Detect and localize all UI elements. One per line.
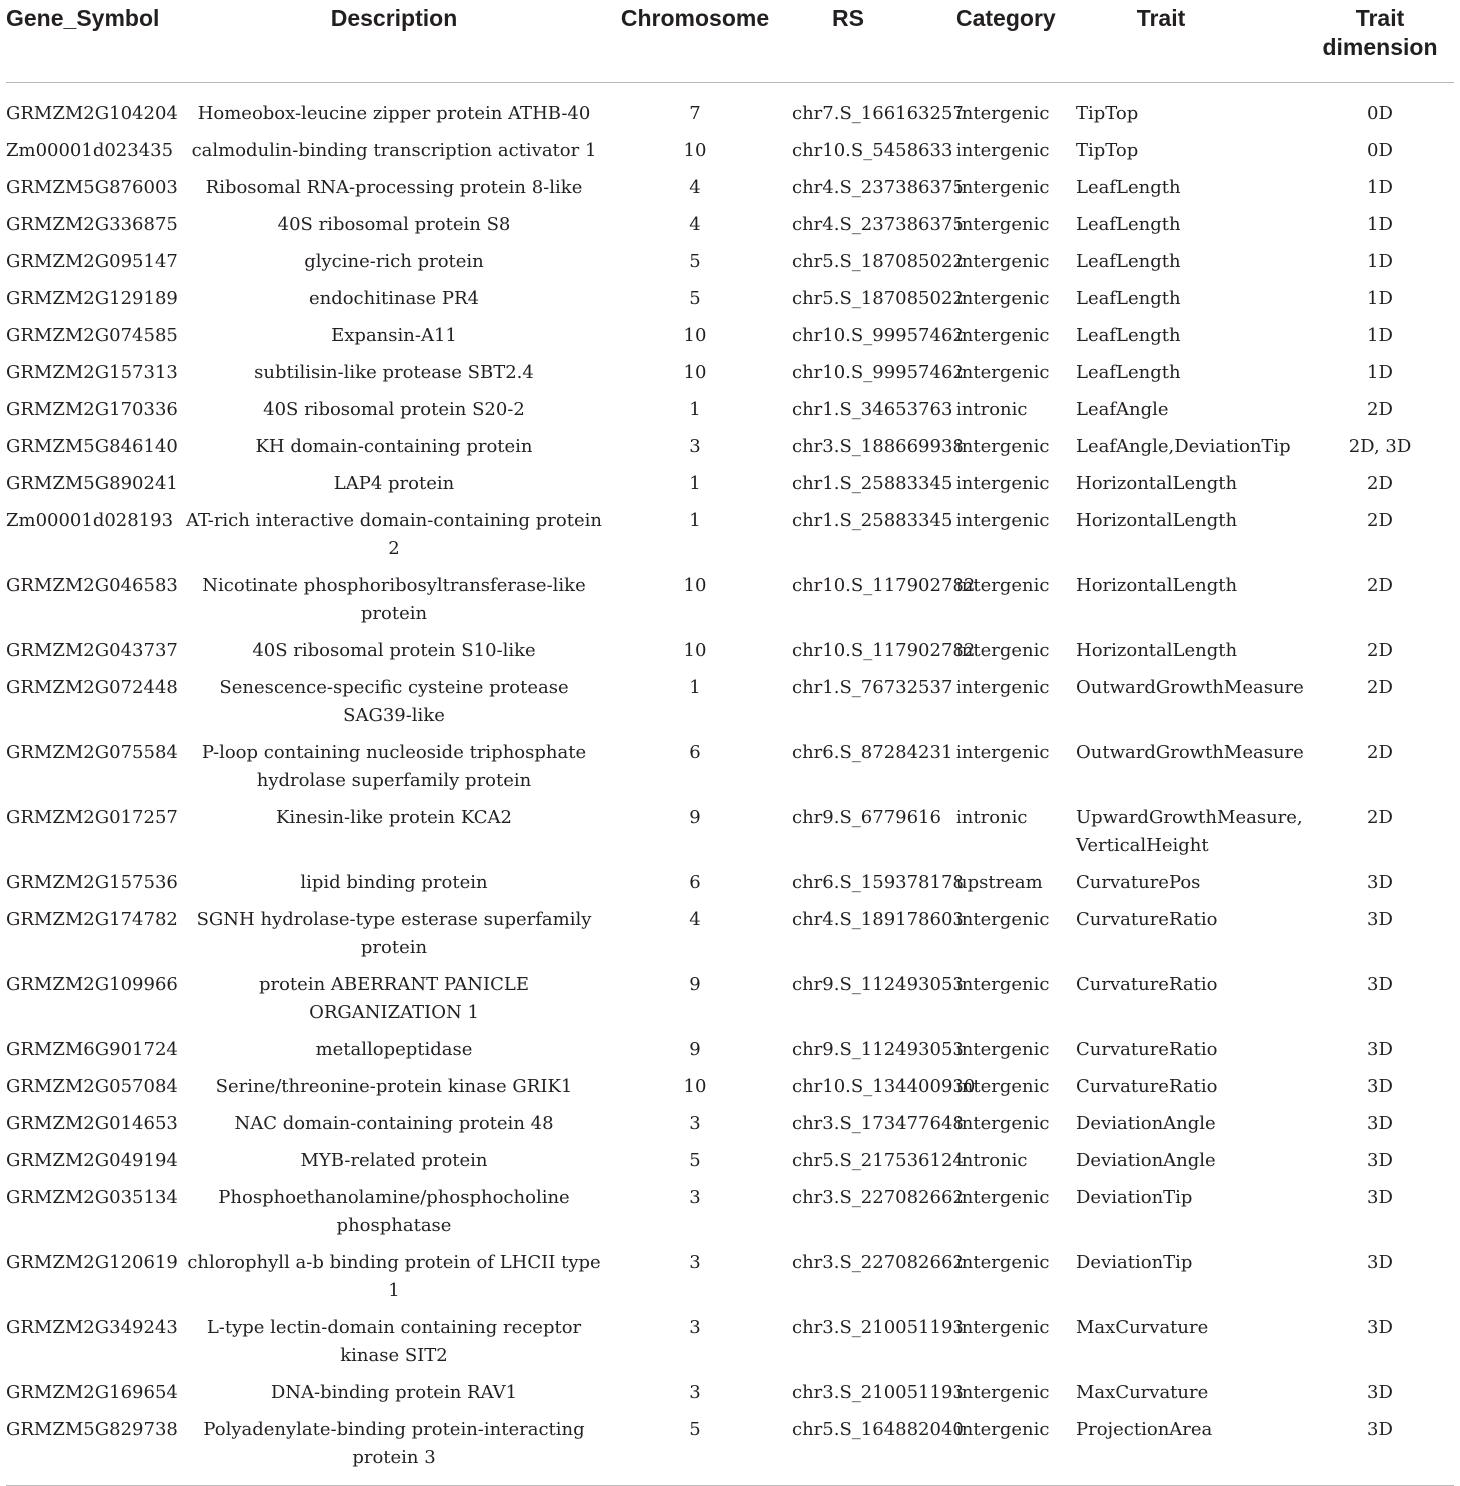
cell-description: lipid binding protein (300, 872, 488, 893)
cell-trait: LeafLength (1076, 325, 1181, 346)
cell-trait-dimension: 3D (1367, 1187, 1393, 1208)
cell-trait-dimension: 2D (1367, 677, 1393, 698)
cell-trait-dimension: 2D (1367, 742, 1393, 763)
cell-chromosome: 9 (689, 1039, 701, 1060)
cell-description: SGNH hydrolase-type esterase superfamily protein (196, 909, 592, 958)
cell-gene-symbol: GRMZM2G072448 (6, 677, 178, 698)
cell-trait: OutwardGrowthMeasure (1076, 677, 1304, 698)
cell-category: intergenic (956, 362, 1050, 383)
cell-gene-symbol: GRMZM6G901724 (6, 1039, 178, 1060)
cell-trait: MaxCurvature (1076, 1317, 1209, 1338)
gene-table (6, 0, 1454, 1486)
cell-category: intergenic (956, 510, 1050, 531)
cell-chromosome: 5 (610, 1416, 780, 1486)
cell-trait-dimension: 1D (1367, 362, 1393, 383)
cell-description: calmodulin-binding transcription activator 1 (191, 140, 597, 161)
cell-chromosome: 5 (689, 288, 701, 309)
cell-description: protein ABERRANT PANICLE ORGANIZATION 1 (258, 974, 530, 1023)
cell-category: intergenic (956, 974, 1050, 995)
cell-rs: chr3.S_210051193 (792, 1317, 964, 1338)
cell-description: Expansin-A11 (331, 325, 457, 346)
cell-category: intergenic (956, 909, 1050, 930)
cell-gene-symbol: GRMZM2G095147 (6, 251, 178, 272)
cell-category: intergenic (956, 575, 1050, 596)
cell-rs: chr9.S_112493053 (792, 1039, 964, 1060)
cell-gene-symbol: GRMZM2G157536 (6, 872, 178, 893)
table-row (6, 83, 1454, 138)
cell-gene-symbol: GRMZM5G876003 (6, 177, 178, 198)
cell-rs: chr10.S_5458633 (792, 140, 953, 161)
cell-rs: chr5.S_164882040 (780, 1416, 956, 1486)
table-row (6, 637, 1454, 674)
cell-chromosome: 3 (689, 1382, 701, 1403)
cell-trait-dimension: 1D (1367, 288, 1393, 309)
cell-trait-dimension: 3D (1367, 909, 1393, 930)
cell-category: intergenic (956, 1113, 1050, 1134)
cell-trait: HorizontalLength (1076, 640, 1238, 661)
header-trait-dimension: Trait dimension (1306, 0, 1454, 83)
table-row (6, 1379, 1454, 1416)
cell-trait: HorizontalLength (1076, 473, 1238, 494)
cell-gene-symbol: GRMZM2G046583 (6, 575, 178, 596)
cell-gene-symbol: GRMZM2G129189 (6, 288, 178, 309)
cell-chromosome: 10 (683, 325, 707, 346)
table-row (6, 1147, 1454, 1184)
table-row (6, 396, 1454, 433)
cell-gene-symbol: GRMZM2G074585 (6, 325, 178, 346)
cell-description: L-type lectin-domain containing receptor kinase SIT2 (206, 1317, 582, 1366)
table-row (6, 174, 1454, 211)
table-row (6, 322, 1454, 359)
cell-chromosome: 10 (683, 1076, 707, 1097)
table-row (6, 971, 1454, 1036)
table-row (6, 869, 1454, 906)
table-row (6, 674, 1454, 739)
cell-rs: chr9.S_6779616 (792, 807, 941, 828)
cell-trait: CurvatureRatio (1076, 1076, 1218, 1097)
cell-chromosome: 1 (689, 473, 701, 494)
cell-gene-symbol: GRMZM2G043737 (6, 640, 178, 661)
cell-rs: chr3.S_188669938 (792, 436, 964, 457)
cell-description: Kinesin-like protein KCA2 (275, 807, 513, 828)
cell-category: intronic (956, 399, 1028, 420)
cell-description: endochitinase PR4 (308, 288, 480, 309)
header-chromosome: Chromosome (610, 0, 780, 83)
cell-trait-dimension: 1D (1367, 251, 1393, 272)
table-row (6, 359, 1454, 396)
cell-rs: chr4.S_189178603 (792, 909, 964, 930)
cell-chromosome: 7 (689, 103, 701, 124)
table-header (6, 0, 1454, 83)
table-row (6, 211, 1454, 248)
cell-trait: TipTop (1076, 103, 1139, 124)
cell-gene-symbol: GRMZM5G846140 (6, 436, 178, 457)
cell-category: intronic (956, 807, 1028, 828)
cell-trait: LeafAngle,DeviationTip (1076, 436, 1291, 457)
cell-description: AT-rich interactive domain-containing protein 2 (186, 510, 602, 559)
table-body (6, 83, 1454, 1486)
cell-gene-symbol: GRMZM5G890241 (6, 473, 178, 494)
cell-chromosome: 9 (689, 974, 701, 995)
table-row (6, 470, 1454, 507)
header-gene-symbol: Gene_Symbol (6, 0, 178, 83)
cell-trait: LeafLength (1076, 362, 1181, 383)
cell-rs: chr3.S_227082662 (792, 1252, 964, 1273)
cell-chromosome: 3 (689, 1252, 701, 1273)
cell-trait: HorizontalLength (1076, 575, 1238, 596)
cell-trait-dimension: 0D (1367, 140, 1393, 161)
cell-trait: LeafAngle (1076, 399, 1169, 420)
cell-category: intergenic (956, 1076, 1050, 1097)
cell-description: DNA-binding protein RAV1 (270, 1382, 518, 1403)
table-row (6, 804, 1454, 869)
cell-trait: LeafLength (1076, 288, 1181, 309)
cell-chromosome: 10 (683, 140, 707, 161)
cell-category: intergenic (956, 1252, 1050, 1273)
cell-chromosome: 10 (683, 640, 707, 661)
cell-trait-dimension: 3D (1367, 1252, 1393, 1273)
cell-gene-symbol: GRMZM2G169654 (6, 1382, 178, 1403)
cell-rs: chr5.S_187085022 (792, 251, 964, 272)
table-row (6, 507, 1454, 572)
cell-chromosome: 3 (689, 436, 701, 457)
header-rs: RS (780, 0, 956, 83)
cell-description: P-loop containing nucleoside triphosphate hydrolase superfamily protein (201, 742, 587, 791)
cell-gene-symbol: GRMZM2G017257 (6, 807, 178, 828)
cell-rs: chr3.S_173477648 (792, 1113, 964, 1134)
table-row (6, 1314, 1454, 1379)
cell-chromosome: 5 (689, 251, 701, 272)
table-row (6, 433, 1454, 470)
cell-category: intergenic (956, 1416, 1076, 1486)
cell-trait-dimension: 3D (1367, 1076, 1393, 1097)
header-trait: Trait (1076, 0, 1306, 83)
cell-rs: chr5.S_187085022 (792, 288, 964, 309)
cell-description: MYB-related protein (300, 1150, 488, 1171)
cell-trait: LeafLength (1076, 177, 1181, 198)
cell-trait-dimension: 3D (1367, 1113, 1393, 1134)
cell-rs: chr6.S_87284231 (792, 742, 953, 763)
cell-rs: chr1.S_25883345 (792, 473, 953, 494)
cell-gene-symbol: GRMZM2G075584 (6, 742, 178, 763)
cell-category: intergenic (956, 1187, 1050, 1208)
table-row (6, 1184, 1454, 1249)
cell-gene-symbol: GRMZM2G174782 (6, 909, 178, 930)
cell-description: Ribosomal RNA-processing protein 8-like (205, 177, 583, 198)
cell-rs: chr6.S_159378178 (792, 872, 964, 893)
cell-description: Polyadenylate-binding protein-interacting protein 3 (178, 1416, 610, 1486)
table-row (6, 572, 1454, 637)
cell-description: NAC domain-containing protein 48 (234, 1113, 554, 1134)
cell-gene-symbol: GRMZM2G336875 (6, 214, 178, 235)
cell-category: intergenic (956, 742, 1050, 763)
header-category: Category (956, 0, 1076, 83)
cell-trait: ProjectionArea (1076, 1416, 1306, 1486)
cell-trait-dimension: 2D (1367, 640, 1393, 661)
cell-description: Phosphoethanolamine/phosphocholine phosphatase (218, 1187, 570, 1236)
cell-category: intergenic (956, 677, 1050, 698)
cell-category: intergenic (956, 436, 1050, 457)
cell-category: intronic (956, 1150, 1028, 1171)
cell-category: intergenic (956, 288, 1050, 309)
cell-category: intergenic (956, 1039, 1050, 1060)
cell-chromosome: 1 (689, 399, 701, 420)
cell-rs: chr10.S_117902782 (792, 640, 976, 661)
cell-gene-symbol: GRMZM2G014653 (6, 1113, 178, 1134)
cell-description: metallopeptidase (315, 1039, 473, 1060)
table-row (6, 1249, 1454, 1314)
cell-description: glycine-rich protein (304, 251, 484, 272)
cell-trait: CurvatureRatio (1076, 909, 1218, 930)
cell-chromosome: 4 (689, 177, 701, 198)
cell-chromosome: 4 (689, 909, 701, 930)
cell-gene-symbol: GRMZM2G120619 (6, 1252, 178, 1273)
cell-chromosome: 6 (689, 742, 701, 763)
cell-trait-dimension: 3D (1367, 1317, 1393, 1338)
table-row (6, 248, 1454, 285)
cell-trait: DeviationTip (1076, 1187, 1193, 1208)
cell-rs: chr1.S_25883345 (792, 510, 953, 531)
cell-description: Serine/threonine-protein kinase GRIK1 (215, 1076, 573, 1097)
cell-trait-dimension: 3D (1367, 872, 1393, 893)
cell-gene-symbol: GRMZM2G157313 (6, 362, 178, 383)
cell-trait: DeviationTip (1076, 1252, 1193, 1273)
cell-trait-dimension: 3D (1306, 1416, 1454, 1486)
cell-gene-symbol: Zm00001d028193 (6, 510, 174, 531)
cell-rs: chr3.S_210051193 (792, 1382, 964, 1403)
cell-trait-dimension: 2D (1367, 473, 1393, 494)
cell-trait: HorizontalLength (1076, 510, 1238, 531)
cell-category: intergenic (956, 140, 1050, 161)
cell-chromosome: 3 (689, 1187, 701, 1208)
cell-gene-symbol: GRMZM2G057084 (6, 1076, 178, 1097)
cell-rs: chr10.S_99957462 (792, 362, 964, 383)
cell-trait-dimension: 2D (1367, 575, 1393, 596)
cell-rs: chr10.S_117902782 (792, 575, 976, 596)
cell-category: intergenic (956, 177, 1050, 198)
cell-trait-dimension: 3D (1367, 1382, 1393, 1403)
table-row (6, 906, 1454, 971)
cell-category: intergenic (956, 1317, 1050, 1338)
cell-trait: CurvatureRatio (1076, 974, 1218, 995)
cell-trait-dimension: 1D (1367, 325, 1393, 346)
cell-gene-symbol: GRMZM2G104204 (6, 103, 178, 124)
cell-trait: DeviationAngle (1076, 1113, 1216, 1134)
cell-trait: CurvaturePos (1076, 872, 1201, 893)
cell-rs: chr5.S_217536124 (792, 1150, 964, 1171)
header-row (6, 0, 1454, 83)
table-row (6, 1036, 1454, 1073)
table-row (6, 1073, 1454, 1110)
cell-trait-dimension: 0D (1367, 103, 1393, 124)
cell-trait-dimension: 2D, 3D (1348, 436, 1412, 457)
table-row (6, 1110, 1454, 1147)
cell-chromosome: 1 (689, 510, 701, 531)
cell-chromosome: 10 (683, 362, 707, 383)
cell-description: KH domain-containing protein (255, 436, 533, 457)
table-row (6, 739, 1454, 804)
cell-chromosome: 6 (689, 872, 701, 893)
cell-description: chlorophyll a-b binding protein of LHCII type 1 (187, 1252, 601, 1301)
cell-rs: chr4.S_237386375 (792, 214, 964, 235)
cell-trait: DeviationAngle (1076, 1150, 1216, 1171)
cell-trait-dimension: 3D (1367, 974, 1393, 995)
cell-description: 40S ribosomal protein S10-like (252, 640, 536, 661)
cell-category: intergenic (956, 473, 1050, 494)
cell-chromosome: 9 (689, 807, 701, 828)
cell-gene-symbol: GRMZM2G109966 (6, 974, 178, 995)
cell-trait-dimension: 2D (1367, 807, 1393, 828)
table-row (6, 137, 1454, 174)
cell-rs: chr10.S_134400930 (792, 1076, 976, 1097)
cell-gene-symbol: GRMZM2G049194 (6, 1150, 178, 1171)
cell-trait: TipTop (1076, 140, 1139, 161)
table-row (6, 1416, 1454, 1486)
cell-gene-symbol: GRMZM2G349243 (6, 1317, 178, 1338)
cell-trait-dimension: 3D (1367, 1150, 1393, 1171)
cell-rs: chr3.S_227082662 (792, 1187, 964, 1208)
cell-category: intergenic (956, 325, 1050, 346)
cell-trait: MaxCurvature (1076, 1382, 1209, 1403)
cell-description: Nicotinate phosphoribosyltransferase-like protein (202, 575, 586, 624)
cell-rs: chr9.S_112493053 (792, 974, 964, 995)
cell-chromosome: 4 (689, 214, 701, 235)
cell-description: Homeobox-leucine zipper protein ATHB-40 (197, 103, 591, 124)
cell-trait: OutwardGrowthMeasure (1076, 742, 1304, 763)
cell-chromosome: 3 (689, 1317, 701, 1338)
cell-rs: chr1.S_34653763 (792, 399, 953, 420)
cell-description: subtilisin-like protease SBT2.4 (254, 362, 534, 383)
cell-trait-dimension: 2D (1367, 510, 1393, 531)
cell-category: intergenic (956, 214, 1050, 235)
cell-category: intergenic (956, 1382, 1050, 1403)
cell-description: 40S ribosomal protein S8 (277, 214, 511, 235)
cell-gene-symbol: GRMZM2G170336 (6, 399, 178, 420)
cell-rs: chr7.S_166163257 (792, 103, 964, 124)
cell-description: Senescence-specific cysteine protease SAG39-like (219, 677, 569, 726)
cell-chromosome: 10 (683, 575, 707, 596)
cell-trait-dimension: 1D (1367, 177, 1393, 198)
cell-description: 40S ribosomal protein S20-2 (263, 399, 525, 420)
header-description: Description (178, 0, 610, 83)
cell-rs: chr10.S_99957462 (792, 325, 964, 346)
cell-gene-symbol: GRMZM2G035134 (6, 1187, 178, 1208)
cell-rs: chr1.S_76732537 (792, 677, 953, 698)
cell-category: upstream (956, 872, 1043, 893)
cell-chromosome: 3 (689, 1113, 701, 1134)
cell-rs: chr4.S_237386375 (792, 177, 964, 198)
cell-gene-symbol: Zm00001d023435 (6, 140, 174, 161)
cell-description: LAP4 protein (333, 473, 455, 494)
cell-trait-dimension: 1D (1367, 214, 1393, 235)
cell-trait-dimension: 2D (1367, 399, 1393, 420)
cell-category: intergenic (956, 251, 1050, 272)
cell-category: intergenic (956, 640, 1050, 661)
table-row (6, 285, 1454, 322)
cell-chromosome: 1 (689, 677, 701, 698)
cell-trait: LeafLength (1076, 251, 1181, 272)
cell-chromosome: 5 (689, 1150, 701, 1171)
cell-trait-dimension: 3D (1367, 1039, 1393, 1060)
cell-category: intergenic (956, 103, 1050, 124)
cell-trait: UpwardGrowthMeasure, VerticalHeight (1076, 807, 1303, 856)
cell-gene-symbol: GRMZM5G829738 (6, 1416, 178, 1486)
cell-trait: LeafLength (1076, 214, 1181, 235)
cell-trait: CurvatureRatio (1076, 1039, 1218, 1060)
